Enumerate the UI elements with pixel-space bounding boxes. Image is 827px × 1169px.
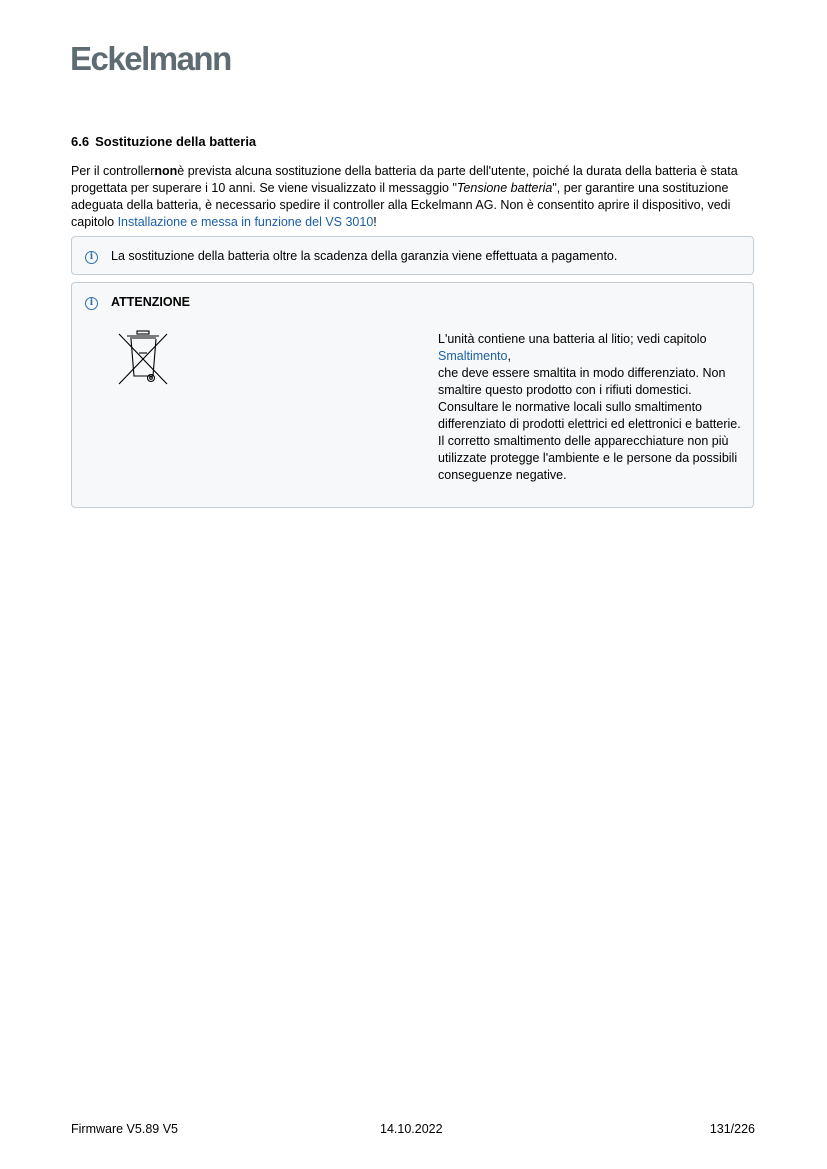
footer-page-number: 131/226 (709, 1122, 755, 1136)
warning-title: ATTENZIONE (111, 295, 190, 309)
info-note-box (71, 236, 754, 275)
note-text: La sostituzione della batteria oltre la scadenza della garanzia viene effettuata a pagamento. (111, 249, 618, 263)
installation-chapter-link[interactable]: Installazione e messa in funzione del VS 3010 (117, 215, 374, 229)
intro-text-3: ", per garantire una sostituzione adeguata della batteria, è necessario spedire il controller alla Eckelmann AG. Non è consentito aprire il dispositivo, vedi capitolo (71, 181, 731, 229)
footer-date: 14.10.2022 (380, 1122, 443, 1136)
intro-bold-text: non (154, 164, 178, 178)
section-number: 6.6 (71, 134, 90, 149)
intro-text-1: Per il controller (71, 164, 155, 178)
intro-text-2: è prevista alcuna sostituzione della batteria da parte dell'utente, poiché la durata della batteria è stata progettata per superare i 10 anni. Se viene visualizzato il messaggio " (71, 164, 738, 195)
intro-italic-text: Tensione batteria (456, 181, 553, 195)
intro-text-4: ! (373, 215, 377, 229)
eckelmann-logo: Eckelmann (70, 40, 231, 77)
link-suffix: , (507, 349, 511, 363)
warning-text-2: che deve essere smaltita in modo differenziato. Non smaltire questo prodotto con i rifiuti domestici. Consultare le normative locali sullo smaltimento differenziato di prodotti elettrici ed elettronici e batterie. Il corretto smaltimento delle apparecchiature non più utilizzate protegge l'ambiente e le persone da possibili conseguenze negative. (438, 366, 741, 482)
warning-text-1: L'unità contiene una batteria al litio; vedi capitolo (438, 332, 707, 346)
intro-paragraph (71, 163, 761, 231)
info-icon: i (85, 251, 98, 264)
warning-body (438, 331, 748, 484)
section-heading (71, 134, 256, 149)
footer-firmware: Firmware V5.89 V5 (71, 1122, 178, 1136)
crossed-out-wheelie-bin-icon (113, 329, 173, 389)
warning-box (71, 282, 754, 508)
info-icon: i (85, 297, 98, 310)
disposal-chapter-link[interactable]: Smaltimento (438, 349, 508, 363)
section-title: Sostituzione della batteria (95, 134, 257, 149)
